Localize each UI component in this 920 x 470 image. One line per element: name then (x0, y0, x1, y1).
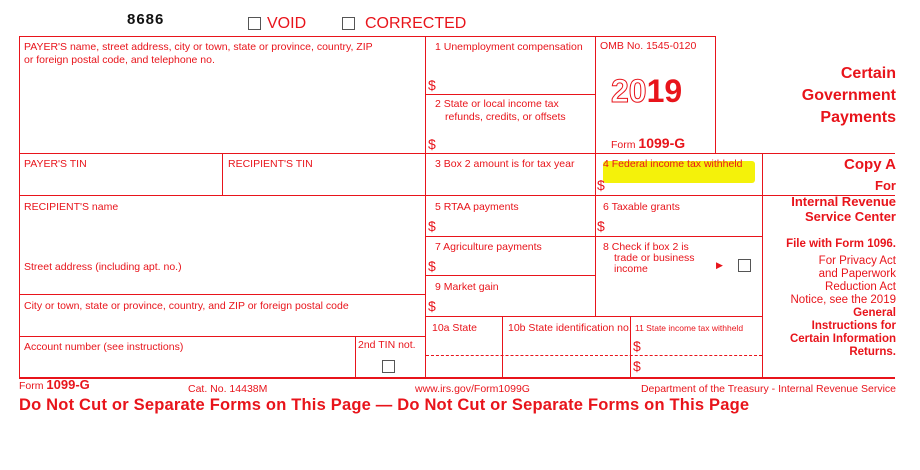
box1-label: 1 Unemployment compensation (435, 41, 583, 53)
corrected-checkbox[interactable] (342, 17, 355, 30)
footer-form-prefix: Form (19, 380, 44, 392)
box11-dollar-2: $ (633, 358, 641, 374)
box2-label-line2: refunds, credits, or offsets (445, 111, 566, 123)
box5-label: 5 RTAA payments (435, 201, 519, 213)
box8-arrow-icon: ▶ (716, 260, 723, 270)
box7-label: 7 Agriculture payments (435, 241, 542, 253)
box8-label-line2: trade or business (614, 252, 695, 264)
footer-cat-no: Cat. No. 14438M (188, 383, 268, 395)
box1-dollar: $ (428, 77, 436, 93)
box10a-label: 10a State (432, 322, 477, 334)
copy-agency2: Service Center (804, 209, 896, 224)
second-tin-checkbox[interactable] (382, 360, 395, 373)
copy-title: Copy A (844, 156, 896, 173)
instructions-note-3: Certain Information (789, 333, 896, 345)
box2-dollar: $ (428, 136, 436, 152)
corrected-label: CORRECTED (365, 15, 467, 32)
tax-year (611, 74, 682, 108)
footer-form-number: 1099-G (46, 377, 90, 392)
box8-label-line1: 8 Check if box 2 is (603, 241, 689, 253)
box7-dollar: $ (428, 258, 436, 274)
tax-year-outline: 20 (611, 73, 647, 109)
title-line2: Government (801, 87, 896, 104)
instructions-note-4: Returns. (849, 346, 896, 358)
privacy-note-3: Reduction Act (825, 281, 896, 293)
box3-label: 3 Box 2 amount is for tax year (435, 158, 575, 170)
box5-dollar: $ (428, 218, 436, 234)
side-notes (786, 238, 896, 359)
instructions-note-2: Instructions for (811, 320, 896, 332)
instructions-note-1: General (853, 307, 896, 319)
box2-label-line1: 2 State or local income tax (435, 98, 559, 110)
tax-year-solid: 19 (646, 73, 683, 109)
recipient-name-label: RECIPIENT'S name (24, 201, 119, 213)
form-code: 8686 (127, 11, 165, 28)
box9-label: 9 Market gain (435, 281, 499, 293)
copy-agency1: Internal Revenue (791, 194, 896, 209)
privacy-note-4: Notice, see the 2019 (790, 294, 896, 306)
box9-dollar: $ (428, 298, 436, 314)
box8-checkbox[interactable] (738, 259, 751, 272)
street-label: Street address (including apt. no.) (24, 261, 182, 273)
tin-not-label: 2nd TIN not. (358, 339, 416, 351)
payer-label-line1: PAYER'S name, street address, city or town, state or province, country, ZIP (24, 41, 373, 53)
footer-url[interactable]: www.irs.gov/Form1099G (415, 383, 530, 395)
box10b-label: 10b State identification no. (508, 322, 632, 334)
box8-label-line3: income (614, 263, 648, 275)
footer-warning: Do Not Cut or Separate Forms on This Page — Do Not Cut or Separate Forms on This Page (19, 396, 750, 414)
privacy-note-2: and Paperwork (818, 268, 896, 280)
city-label: City or town, state or province, country, and ZIP or foreign postal code (24, 300, 349, 312)
form-title (802, 63, 896, 129)
file-with-note: File with Form 1096. (786, 238, 896, 250)
recipient-tin-label: RECIPIENT'S TIN (228, 158, 313, 170)
void-label: VOID (267, 15, 307, 32)
form-name-block (611, 137, 685, 151)
void-checkbox[interactable] (248, 17, 261, 30)
title-line3: Payments (820, 109, 896, 126)
privacy-note-1: For Privacy Act (818, 255, 896, 267)
box11-label: 11 State income tax withheld (635, 323, 744, 333)
copy-a-block (791, 156, 896, 224)
title-line1: Certain (840, 65, 896, 82)
payer-tin-label: PAYER'S TIN (24, 158, 87, 170)
account-label: Account number (see instructions) (24, 341, 184, 353)
box4-dollar: $ (597, 177, 605, 193)
omb-number: OMB No. 1545-0120 (600, 40, 697, 52)
box4-label: 4 Federal income tax withheld (603, 158, 743, 170)
box6-label: 6 Taxable grants (603, 201, 680, 213)
box6-dollar: $ (597, 218, 605, 234)
form-prefix: Form (611, 139, 636, 151)
footer-dept: Department of the Treasury - Internal Revenue Service (640, 383, 896, 395)
form-name: 1099-G (638, 135, 686, 151)
copy-for: For (875, 178, 896, 193)
payer-label-line2: or foreign postal code, and telephone no. (24, 54, 215, 66)
footer-form-name (19, 379, 90, 392)
box11-dollar-1: $ (633, 338, 641, 354)
